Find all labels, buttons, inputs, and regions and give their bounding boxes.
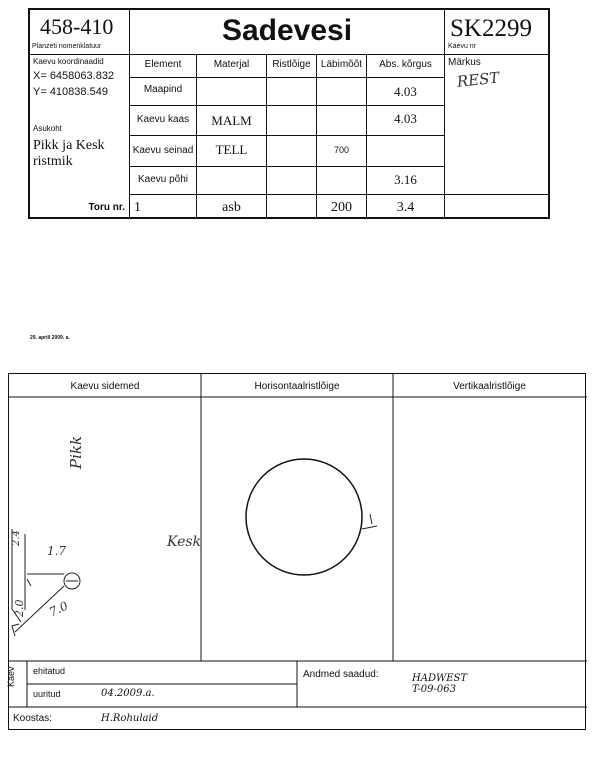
row-element: Kaevu kaas bbox=[136, 114, 190, 125]
pipe-stub bbox=[370, 514, 372, 524]
pipe-label: Toru nr. bbox=[88, 202, 125, 213]
source-value: HADWEST bbox=[412, 673, 468, 684]
divider bbox=[129, 194, 550, 195]
divider bbox=[129, 105, 444, 106]
date-stamp: 29. aprill 2009. a. bbox=[30, 335, 70, 341]
pipe-diameter: 200 bbox=[331, 200, 352, 215]
section-horizontal-title: Horisontaalristlõige bbox=[254, 381, 340, 392]
remarks-value: REST bbox=[456, 68, 501, 91]
coords-label: Kaevu koordinaadid bbox=[33, 57, 104, 66]
surveyed-label: uuritud bbox=[33, 689, 61, 699]
drawing-lines bbox=[9, 374, 587, 731]
manhole-circle bbox=[246, 459, 362, 575]
col-header-element: Element bbox=[144, 59, 182, 70]
pipe-stub bbox=[362, 526, 377, 529]
well-number-label: Kaevu nr bbox=[448, 43, 477, 50]
coord-y: Y= 410838.549 bbox=[33, 86, 108, 98]
remarks-label: Märkus bbox=[448, 57, 481, 68]
row-height: 4.03 bbox=[394, 84, 417, 99]
dimension-label: 2.4 bbox=[11, 530, 22, 546]
divider bbox=[444, 10, 445, 219]
divider bbox=[129, 135, 444, 136]
section-vertical-title: Vertikaalristlõige bbox=[453, 381, 526, 392]
nomenclature-label: Planzeti nomenklatuur bbox=[32, 43, 102, 50]
divider bbox=[30, 54, 550, 55]
col-header-diameter: Läbimõõt bbox=[320, 59, 363, 70]
street-label-pikk: Pikk bbox=[67, 435, 85, 469]
row-material: TELL bbox=[215, 142, 248, 157]
built-label: ehitatud bbox=[33, 666, 66, 676]
author-value: H.Rohulaid bbox=[101, 713, 159, 724]
row-height: 4.03 bbox=[394, 111, 417, 126]
row-material: MALM bbox=[211, 113, 252, 128]
location-label: Asukoht bbox=[33, 124, 62, 133]
well-header-block bbox=[28, 8, 550, 219]
dimension-label: 1.7 bbox=[47, 544, 67, 558]
pipe-number: 1 bbox=[134, 200, 141, 215]
well-number: SK2299 bbox=[450, 15, 532, 42]
location-line-1: Pikk ja Kesk bbox=[33, 138, 105, 153]
pipe-height: 3.4 bbox=[396, 200, 415, 215]
col-header-material: Materjal bbox=[213, 59, 250, 70]
col-header-cross-section: Ristlõige bbox=[272, 59, 311, 70]
row-element: Maapind bbox=[143, 84, 183, 95]
divider bbox=[129, 77, 444, 78]
dimension-label: 2.0 bbox=[13, 599, 26, 617]
section-connections-title: Kaevu sidemed bbox=[70, 381, 140, 392]
col-header-abs-height: Abs. kõrgus bbox=[379, 59, 432, 70]
drawing-block bbox=[8, 373, 586, 730]
page-title: Sadevesi bbox=[221, 14, 353, 47]
coord-x: X= 6458063.832 bbox=[33, 70, 115, 82]
dimension-tick bbox=[27, 579, 31, 586]
row-element: Kaevu seinad bbox=[132, 145, 194, 156]
dimension-label: 7.0 bbox=[46, 598, 71, 620]
row-height: 3.16 bbox=[394, 172, 417, 187]
source-label: Andmed saadud: bbox=[303, 669, 379, 680]
row-diameter: 700 bbox=[333, 145, 350, 155]
nomenclature-number: 458-410 bbox=[40, 14, 114, 39]
author-label: Koostas: bbox=[13, 713, 52, 724]
divider bbox=[129, 166, 444, 167]
row-element: Kaevu põhi bbox=[137, 174, 189, 185]
surveyed-value: 04.2009.a. bbox=[101, 688, 155, 699]
dimension-arrow bbox=[12, 624, 19, 636]
footer-side-label: Kaev bbox=[6, 666, 16, 687]
source-code: T-09-063 bbox=[412, 684, 456, 695]
location-line-2: ristmik bbox=[33, 154, 73, 169]
street-label-kesk: Kesk bbox=[167, 534, 202, 550]
pipe-material: asb bbox=[222, 200, 241, 215]
